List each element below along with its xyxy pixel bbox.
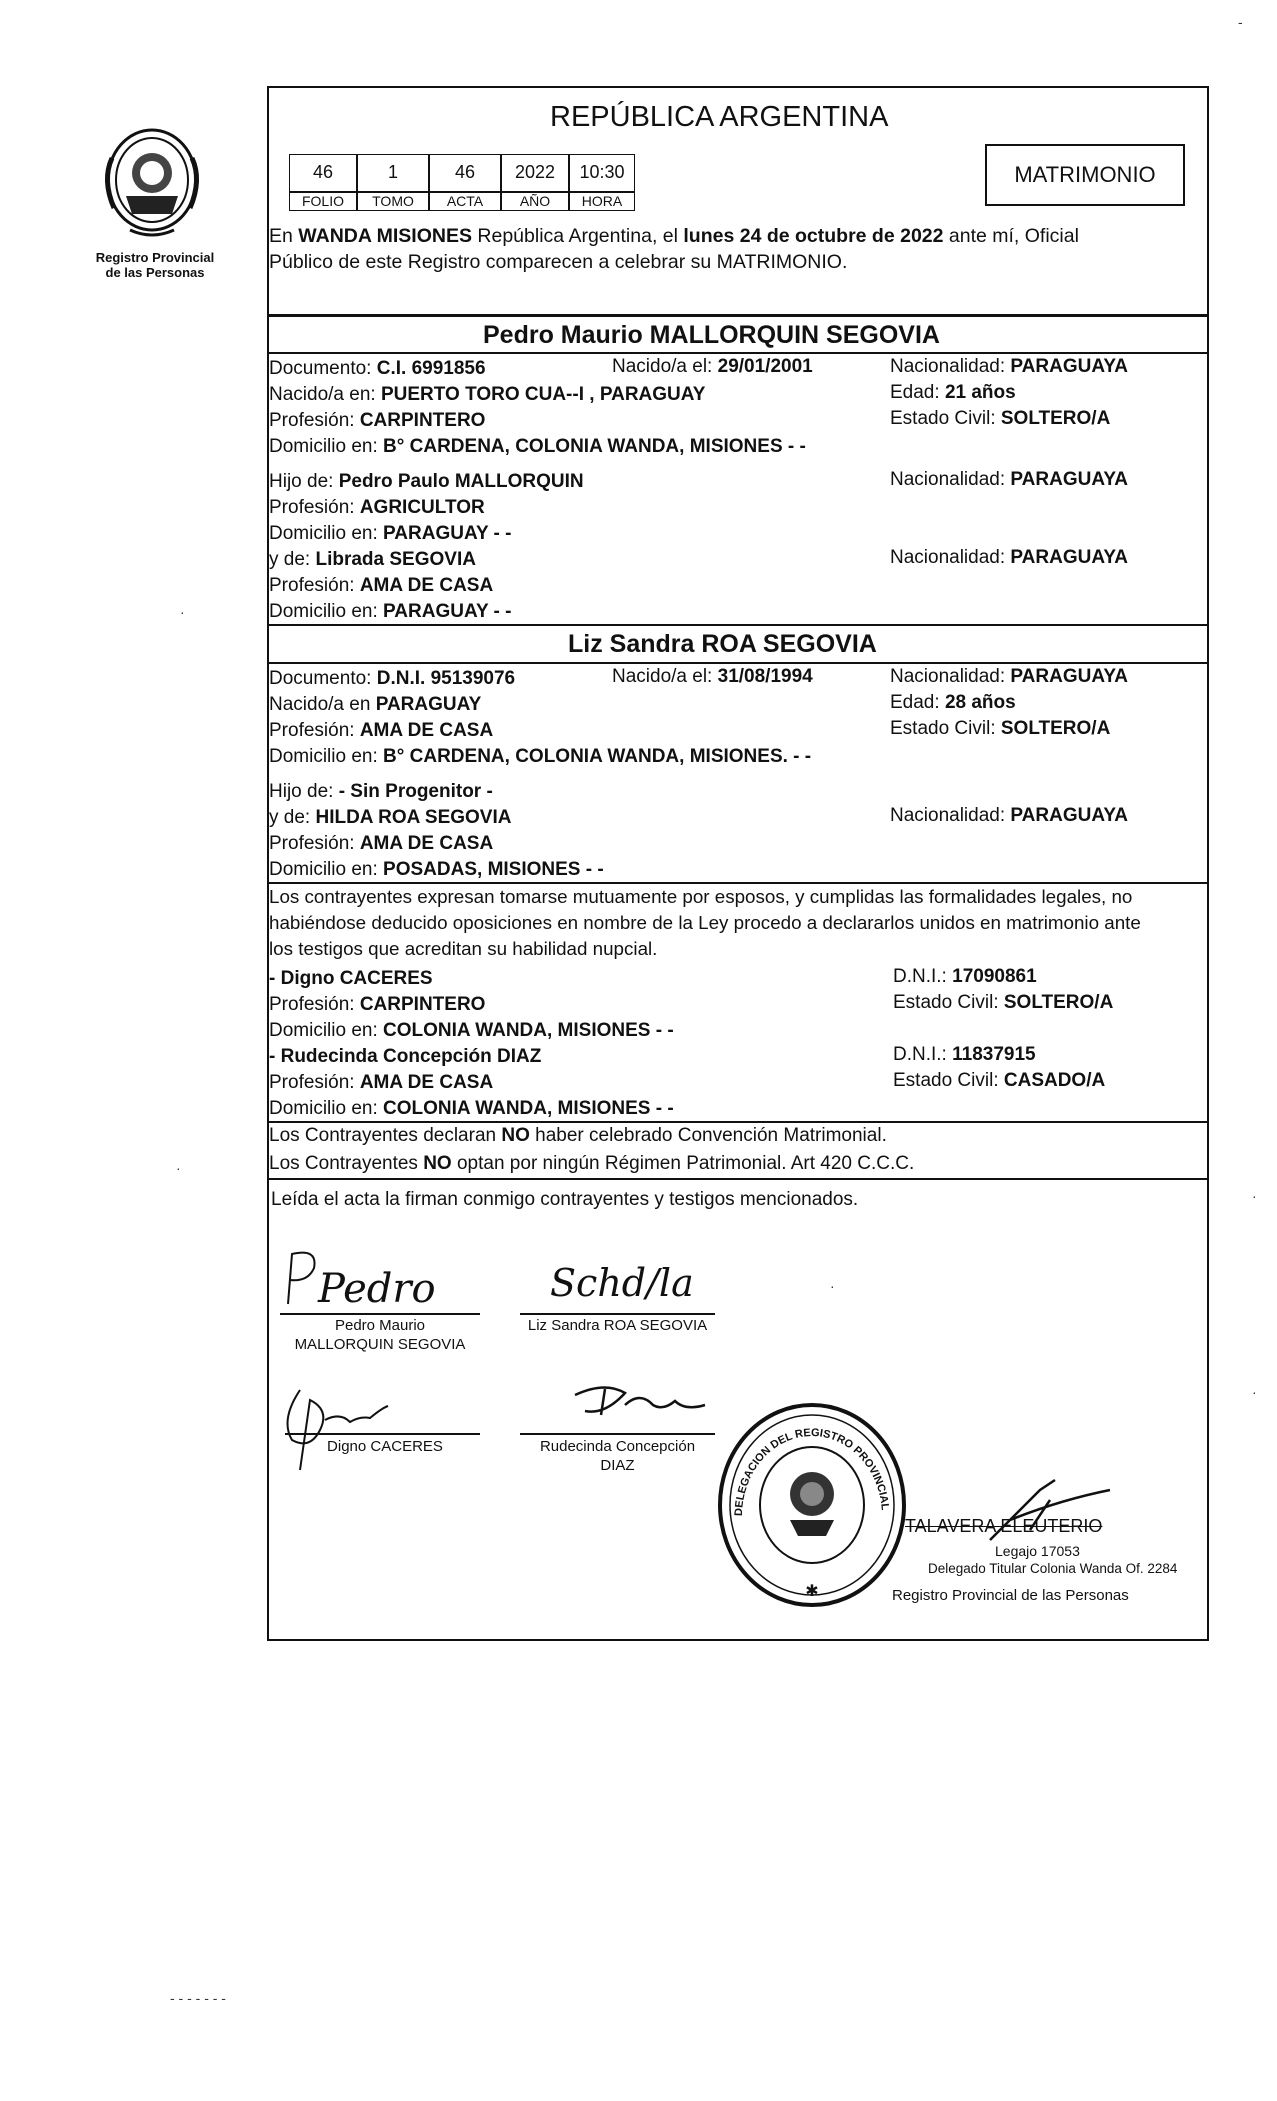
declaration-line-2: habiéndose deducido oposiciones en nombre de la Ley procedo a declararlos unidos en matrimonio ante bbox=[269, 912, 1141, 933]
value: Librada SEGOVIA bbox=[315, 549, 476, 570]
label: Edad: bbox=[890, 382, 945, 403]
value: AMA DE CASA bbox=[359, 833, 494, 854]
groom-birthplace bbox=[269, 384, 705, 406]
acta-label: ACTA bbox=[429, 192, 501, 211]
label: y de: bbox=[269, 549, 316, 570]
groom-mother-nationality bbox=[890, 547, 1128, 569]
divider bbox=[267, 314, 1209, 317]
label: Nacido/a en bbox=[269, 694, 376, 715]
value: B° CARDENA, COLONIA WANDA, MISIONES. - - bbox=[383, 746, 812, 767]
value: PARAGUAY bbox=[375, 694, 482, 715]
groom-profession bbox=[269, 410, 485, 432]
label: Estado Civil: bbox=[893, 1070, 1004, 1091]
bride-profession bbox=[269, 720, 493, 742]
label: Domicilio en: bbox=[269, 436, 384, 457]
scan-speck: · bbox=[176, 1160, 181, 1176]
divider bbox=[267, 1121, 1209, 1123]
officer-registry: Registro Provincial de las Personas bbox=[892, 1587, 1129, 1604]
value: HILDA ROA SEGOVIA bbox=[315, 807, 512, 828]
value: Pedro Paulo MALLORQUIN bbox=[338, 471, 584, 492]
witness-2-signature bbox=[565, 1375, 715, 1435]
bride-mother-profession bbox=[269, 833, 493, 855]
groom-mother-address bbox=[269, 601, 512, 623]
convention-line-2 bbox=[269, 1153, 914, 1175]
label: Domicilio en: bbox=[269, 859, 384, 880]
witness-1-dni bbox=[893, 966, 1037, 988]
witness-2-caption-1: Rudecinda Concepción bbox=[539, 1438, 696, 1455]
value: CARPINTERO bbox=[359, 410, 486, 431]
label: Domicilio en: bbox=[269, 523, 384, 544]
value: 29/01/2001 bbox=[717, 356, 813, 377]
intro-date: lunes 24 de octubre de 2022 bbox=[683, 225, 944, 247]
witness-2-name: - Rudecinda Concepción DIAZ bbox=[269, 1046, 542, 1067]
witness-2-profession bbox=[269, 1072, 493, 1094]
value: PARAGUAYA bbox=[1010, 666, 1128, 687]
value: C.I. 6991856 bbox=[376, 358, 486, 379]
value: 31/08/1994 bbox=[717, 666, 813, 687]
label: Nacionalidad: bbox=[890, 356, 1011, 377]
label: Profesión: bbox=[269, 497, 360, 518]
text: haber celebrado Convención Matrimonial. bbox=[529, 1125, 887, 1146]
label: Domicilio en: bbox=[269, 1020, 384, 1041]
doc-type: MATRIMONIO bbox=[1014, 162, 1156, 187]
label: y de: bbox=[269, 807, 316, 828]
groom-name: Pedro Maurio MALLORQUIN SEGOVIA bbox=[483, 321, 940, 349]
folio-label: FOLIO bbox=[289, 192, 357, 211]
logo-caption-line1: Registro Provincial bbox=[95, 250, 215, 265]
emph: NO bbox=[501, 1125, 530, 1146]
text: Los Contrayentes bbox=[269, 1153, 424, 1174]
groom-document bbox=[269, 358, 486, 380]
bride-age bbox=[890, 692, 1016, 714]
value: D.N.I. 95139076 bbox=[376, 668, 516, 689]
value: COLONIA WANDA, MISIONES - - bbox=[383, 1098, 674, 1119]
emph: NO bbox=[423, 1153, 452, 1174]
scan-speck: · bbox=[180, 604, 185, 620]
divider bbox=[267, 1178, 1209, 1180]
groom-mother-profession bbox=[269, 575, 493, 597]
groom-signature-text: Pedro bbox=[318, 1266, 436, 1312]
scan-speck: - bbox=[1238, 14, 1243, 30]
text: Los Contrayentes declaran bbox=[269, 1125, 502, 1146]
country-title: REPÚBLICA ARGENTINA bbox=[550, 101, 889, 133]
value: 21 años bbox=[944, 382, 1016, 403]
label: Nacionalidad: bbox=[890, 666, 1011, 687]
value: AGRICULTOR bbox=[359, 497, 485, 518]
value: AMA DE CASA bbox=[359, 575, 494, 596]
witness-2-caption-2: DIAZ bbox=[600, 1457, 635, 1474]
groom-birthdate bbox=[612, 356, 813, 378]
signature-line bbox=[285, 1433, 480, 1435]
bride-address bbox=[269, 746, 811, 768]
label: Profesión: bbox=[269, 575, 360, 596]
text: optan por ningún Régimen Patrimonial. Art 420 C.C.C. bbox=[451, 1153, 915, 1174]
bride-birthplace bbox=[269, 694, 481, 716]
divider bbox=[267, 624, 1209, 626]
bride-nationality bbox=[890, 666, 1128, 688]
bride-mother-address bbox=[269, 859, 604, 881]
logo-caption bbox=[70, 250, 240, 280]
intro-place: WANDA MISIONES bbox=[298, 225, 472, 247]
label: D.N.I.: bbox=[893, 1044, 953, 1065]
label: Profesión: bbox=[269, 994, 360, 1015]
divider bbox=[267, 662, 1209, 664]
value: B° CARDENA, COLONIA WANDA, MISIONES - - bbox=[383, 436, 806, 457]
intro-line-1 bbox=[269, 225, 1079, 247]
bride-signature-text: Schd/la bbox=[550, 1261, 694, 1305]
officer-signature bbox=[980, 1470, 1120, 1550]
convention-line-1 bbox=[269, 1125, 887, 1147]
tomo-label: TOMO bbox=[357, 192, 429, 211]
officer-legajo: Legajo 17053 bbox=[995, 1543, 1080, 1559]
groom-father-profession bbox=[269, 497, 485, 519]
anio-value: 2022 bbox=[501, 154, 569, 192]
witness-1-caption: Digno CACERES bbox=[327, 1438, 443, 1455]
label: Nacionalidad: bbox=[890, 547, 1011, 568]
label: Estado Civil: bbox=[890, 408, 1001, 429]
label: Domicilio en: bbox=[269, 601, 384, 622]
hora-value: 10:30 bbox=[569, 154, 635, 192]
witness-2-dni bbox=[893, 1044, 1036, 1066]
official-seal bbox=[712, 1396, 912, 1614]
intro-line-2: Público de este Registro comparecen a celebrar su MATRIMONIO. bbox=[269, 251, 848, 273]
intro-text: ante mí, Oficial bbox=[943, 225, 1079, 247]
label: Domicilio en: bbox=[269, 1098, 384, 1119]
value: PARAGUAYA bbox=[1010, 805, 1128, 826]
groom-mother bbox=[269, 549, 476, 571]
groom-nationality bbox=[890, 356, 1128, 378]
witness-1-address bbox=[269, 1020, 674, 1042]
value: PARAGUAYA bbox=[1010, 469, 1128, 490]
value: AMA DE CASA bbox=[359, 1072, 494, 1093]
label: Nacido/a el: bbox=[612, 666, 718, 687]
groom-father-nationality bbox=[890, 469, 1128, 491]
value: 28 años bbox=[944, 692, 1016, 713]
bride-birthdate bbox=[612, 666, 813, 688]
bride-caption: Liz Sandra ROA SEGOVIA bbox=[527, 1317, 708, 1334]
registry-logo bbox=[92, 118, 212, 248]
value: PARAGUAY - - bbox=[383, 601, 512, 622]
label: Hijo de: bbox=[269, 471, 339, 492]
value: CASADO/A bbox=[1003, 1070, 1106, 1091]
label: Nacionalidad: bbox=[890, 469, 1011, 490]
scan-speck: · bbox=[1252, 1384, 1257, 1400]
bride-name: Liz Sandra ROA SEGOVIA bbox=[568, 630, 877, 658]
label: Documento: bbox=[269, 358, 377, 379]
groom-age bbox=[890, 382, 1016, 404]
doc-type-box bbox=[985, 144, 1185, 206]
groom-address bbox=[269, 436, 806, 458]
folio-value: 46 bbox=[289, 154, 357, 192]
label: Documento: bbox=[269, 668, 377, 689]
signature-line bbox=[280, 1313, 480, 1315]
value: PARAGUAYA bbox=[1010, 356, 1128, 377]
label: Estado Civil: bbox=[893, 992, 1004, 1013]
value: 17090861 bbox=[952, 966, 1037, 987]
bride-signature bbox=[540, 1250, 720, 1310]
officer-role: Delegado Titular Colonia Wanda Of. 2284 bbox=[928, 1561, 1178, 1576]
bride-mother-nationality bbox=[890, 805, 1128, 827]
value: PARAGUAY - - bbox=[383, 523, 512, 544]
value: COLONIA WANDA, MISIONES - - bbox=[383, 1020, 674, 1041]
officer-name: TALAVERA ELEUTERIO bbox=[905, 1516, 1103, 1536]
witness-1-civil-status bbox=[893, 992, 1113, 1014]
hora-label: HORA bbox=[569, 192, 635, 211]
signature-line bbox=[520, 1313, 715, 1315]
value: SOLTERO/A bbox=[1000, 718, 1111, 739]
value: CARPINTERO bbox=[359, 994, 486, 1015]
divider bbox=[267, 352, 1209, 354]
witness-1-signature bbox=[270, 1370, 420, 1480]
value: PUERTO TORO CUA--I , PARAGUAY bbox=[380, 384, 706, 405]
value: - Sin Progenitor - bbox=[338, 781, 493, 802]
value: AMA DE CASA bbox=[359, 720, 494, 741]
groom-father bbox=[269, 471, 584, 493]
declaration-line-3: los testigos que acreditan su habilidad nupcial. bbox=[269, 938, 658, 959]
divider bbox=[267, 882, 1209, 884]
closing-statement: Leída el acta la firman conmigo contrayentes y testigos mencionados. bbox=[271, 1189, 859, 1210]
label: Edad: bbox=[890, 692, 945, 713]
label: Hijo de: bbox=[269, 781, 339, 802]
declaration-line-1: Los contrayentes expresan tomarse mutuamente por esposos, y cumplidas las formalidades legales, no bbox=[269, 886, 1133, 907]
label: Nacionalidad: bbox=[890, 805, 1011, 826]
value: SOLTERO/A bbox=[1000, 408, 1111, 429]
value: PARAGUAYA bbox=[1010, 547, 1128, 568]
intro-text: En bbox=[269, 225, 299, 247]
groom-father-address bbox=[269, 523, 512, 545]
groom-civil-status bbox=[890, 408, 1110, 430]
label: D.N.I.: bbox=[893, 966, 953, 987]
scan-speck: - - - - - - - bbox=[170, 1990, 226, 2006]
bride-civil-status bbox=[890, 718, 1110, 740]
witness-1-name: - Digno CACERES bbox=[269, 968, 433, 989]
value: 11837915 bbox=[952, 1044, 1036, 1065]
bride-mother bbox=[269, 807, 511, 829]
label: Nacido/a el: bbox=[612, 356, 718, 377]
acta-value: 46 bbox=[429, 154, 501, 192]
value: SOLTERO/A bbox=[1003, 992, 1114, 1013]
groom-caption-1: Pedro Maurio bbox=[334, 1317, 426, 1334]
svg-text:✱: ✱ bbox=[805, 1583, 819, 1600]
label: Estado Civil: bbox=[890, 718, 1001, 739]
witness-2-address bbox=[269, 1098, 674, 1120]
label: Profesión: bbox=[269, 1072, 360, 1093]
signature-line bbox=[520, 1433, 715, 1435]
bride-document bbox=[269, 668, 515, 690]
value: POSADAS, MISIONES - - bbox=[383, 859, 604, 880]
label: Profesión: bbox=[269, 410, 360, 431]
tomo-value: 1 bbox=[357, 154, 429, 192]
groom-caption-2: MALLORQUIN SEGOVIA bbox=[294, 1336, 466, 1353]
anio-label: AÑO bbox=[501, 192, 569, 211]
seal-text: DELEGACION DEL REGISTRO PROVINCIAL bbox=[732, 1426, 891, 1517]
groom-signature bbox=[278, 1244, 448, 1316]
logo-caption-line2: de las Personas bbox=[105, 265, 205, 280]
scan-speck: · bbox=[1252, 1188, 1257, 1204]
witness-2-civil-status bbox=[893, 1070, 1105, 1092]
label: Profesión: bbox=[269, 720, 360, 741]
witness-1-profession bbox=[269, 994, 485, 1016]
scan-speck: · bbox=[830, 1278, 835, 1294]
bride-father bbox=[269, 781, 493, 803]
label: Nacido/a en: bbox=[269, 384, 381, 405]
intro-text: República Argentina, el bbox=[471, 225, 684, 247]
label: Domicilio en: bbox=[269, 746, 384, 767]
label: Profesión: bbox=[269, 833, 360, 854]
